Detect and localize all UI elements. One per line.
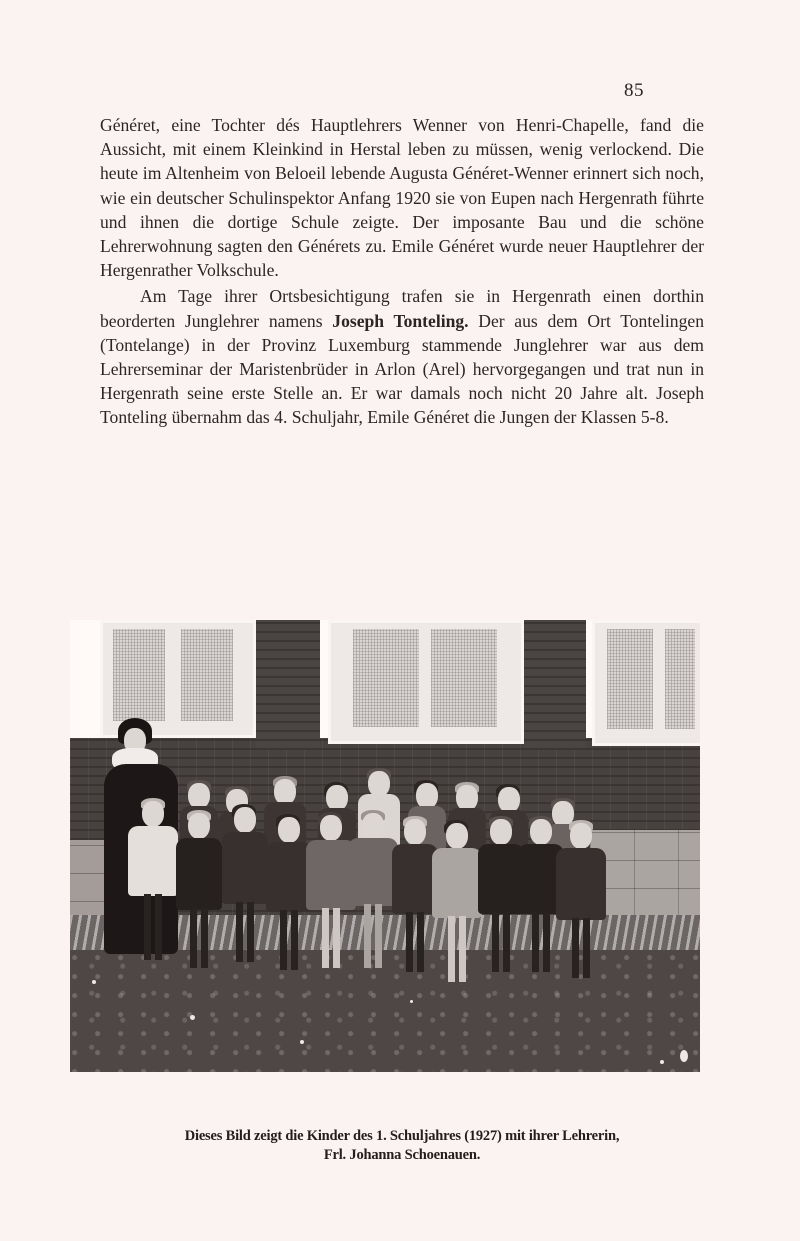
brick-pillar-right — [524, 620, 586, 750]
window-right — [592, 620, 700, 746]
page-number: 85 — [624, 80, 644, 101]
ground — [70, 950, 700, 1072]
body-text — [100, 113, 704, 430]
caption-line-2: Frl. Johanna Schoenauen. — [323, 1147, 481, 1163]
window-center — [328, 620, 524, 744]
paragraph-2-rest: Der aus dem Ort Tontelingen (Tontelange) in der Provinz Luxemburg stammende Junglehrer war aus dem Lehrerseminar der Maristenbrüder in Arlon (Arel) hervorgegangen und trat nun in Hergenrath seine erste Stelle an. Er war damals noch nicht 20 Jahre alt. Joseph Tonteling übernahm das 4. Schuljahr, Emile Généret die Jungen der Klassen 5-8. — [100, 310, 705, 428]
caption-line-1: Dieses Bild zeigt die Kinder des 1. Schuljahres (1927) mit ihrer Lehrerin, — [184, 1128, 620, 1144]
brick-pillar-left — [256, 620, 320, 750]
photo-caption — [100, 1127, 704, 1165]
teacher-name-bold: Joseph Tonteling. — [332, 310, 469, 331]
class-photograph — [70, 620, 700, 1072]
paragraph-2 — [100, 284, 704, 429]
paragraph-1: Généret, eine Tochter dés Hauptlehrers Wenner von Henri-Chapelle, fand die Aussicht, mit einem Kleinkind in Herstal leben zu müssen, wenig verlockend. Die heute im Altenheim von Beloeil lebende Augusta Généret-Wenner erinnert sich noch, wie ein deutscher Schulinspektor Anfang 1920 sie von Eupen nach Hergenrath führte und ihnen die dortige Schule zeigte. Der imposante Bau und die schöne Lehrerwohnung sagten den Générets zu. Emile Généret wurde neuer Hauptlehrer der Hergenrather Volkschule. — [100, 115, 704, 281]
paragraph-2-intro: Am Tage ihrer Ortsbesichtigung trafen sie in Hergenrath einen dorthin beorderten Junglehrer namens — [100, 286, 704, 331]
